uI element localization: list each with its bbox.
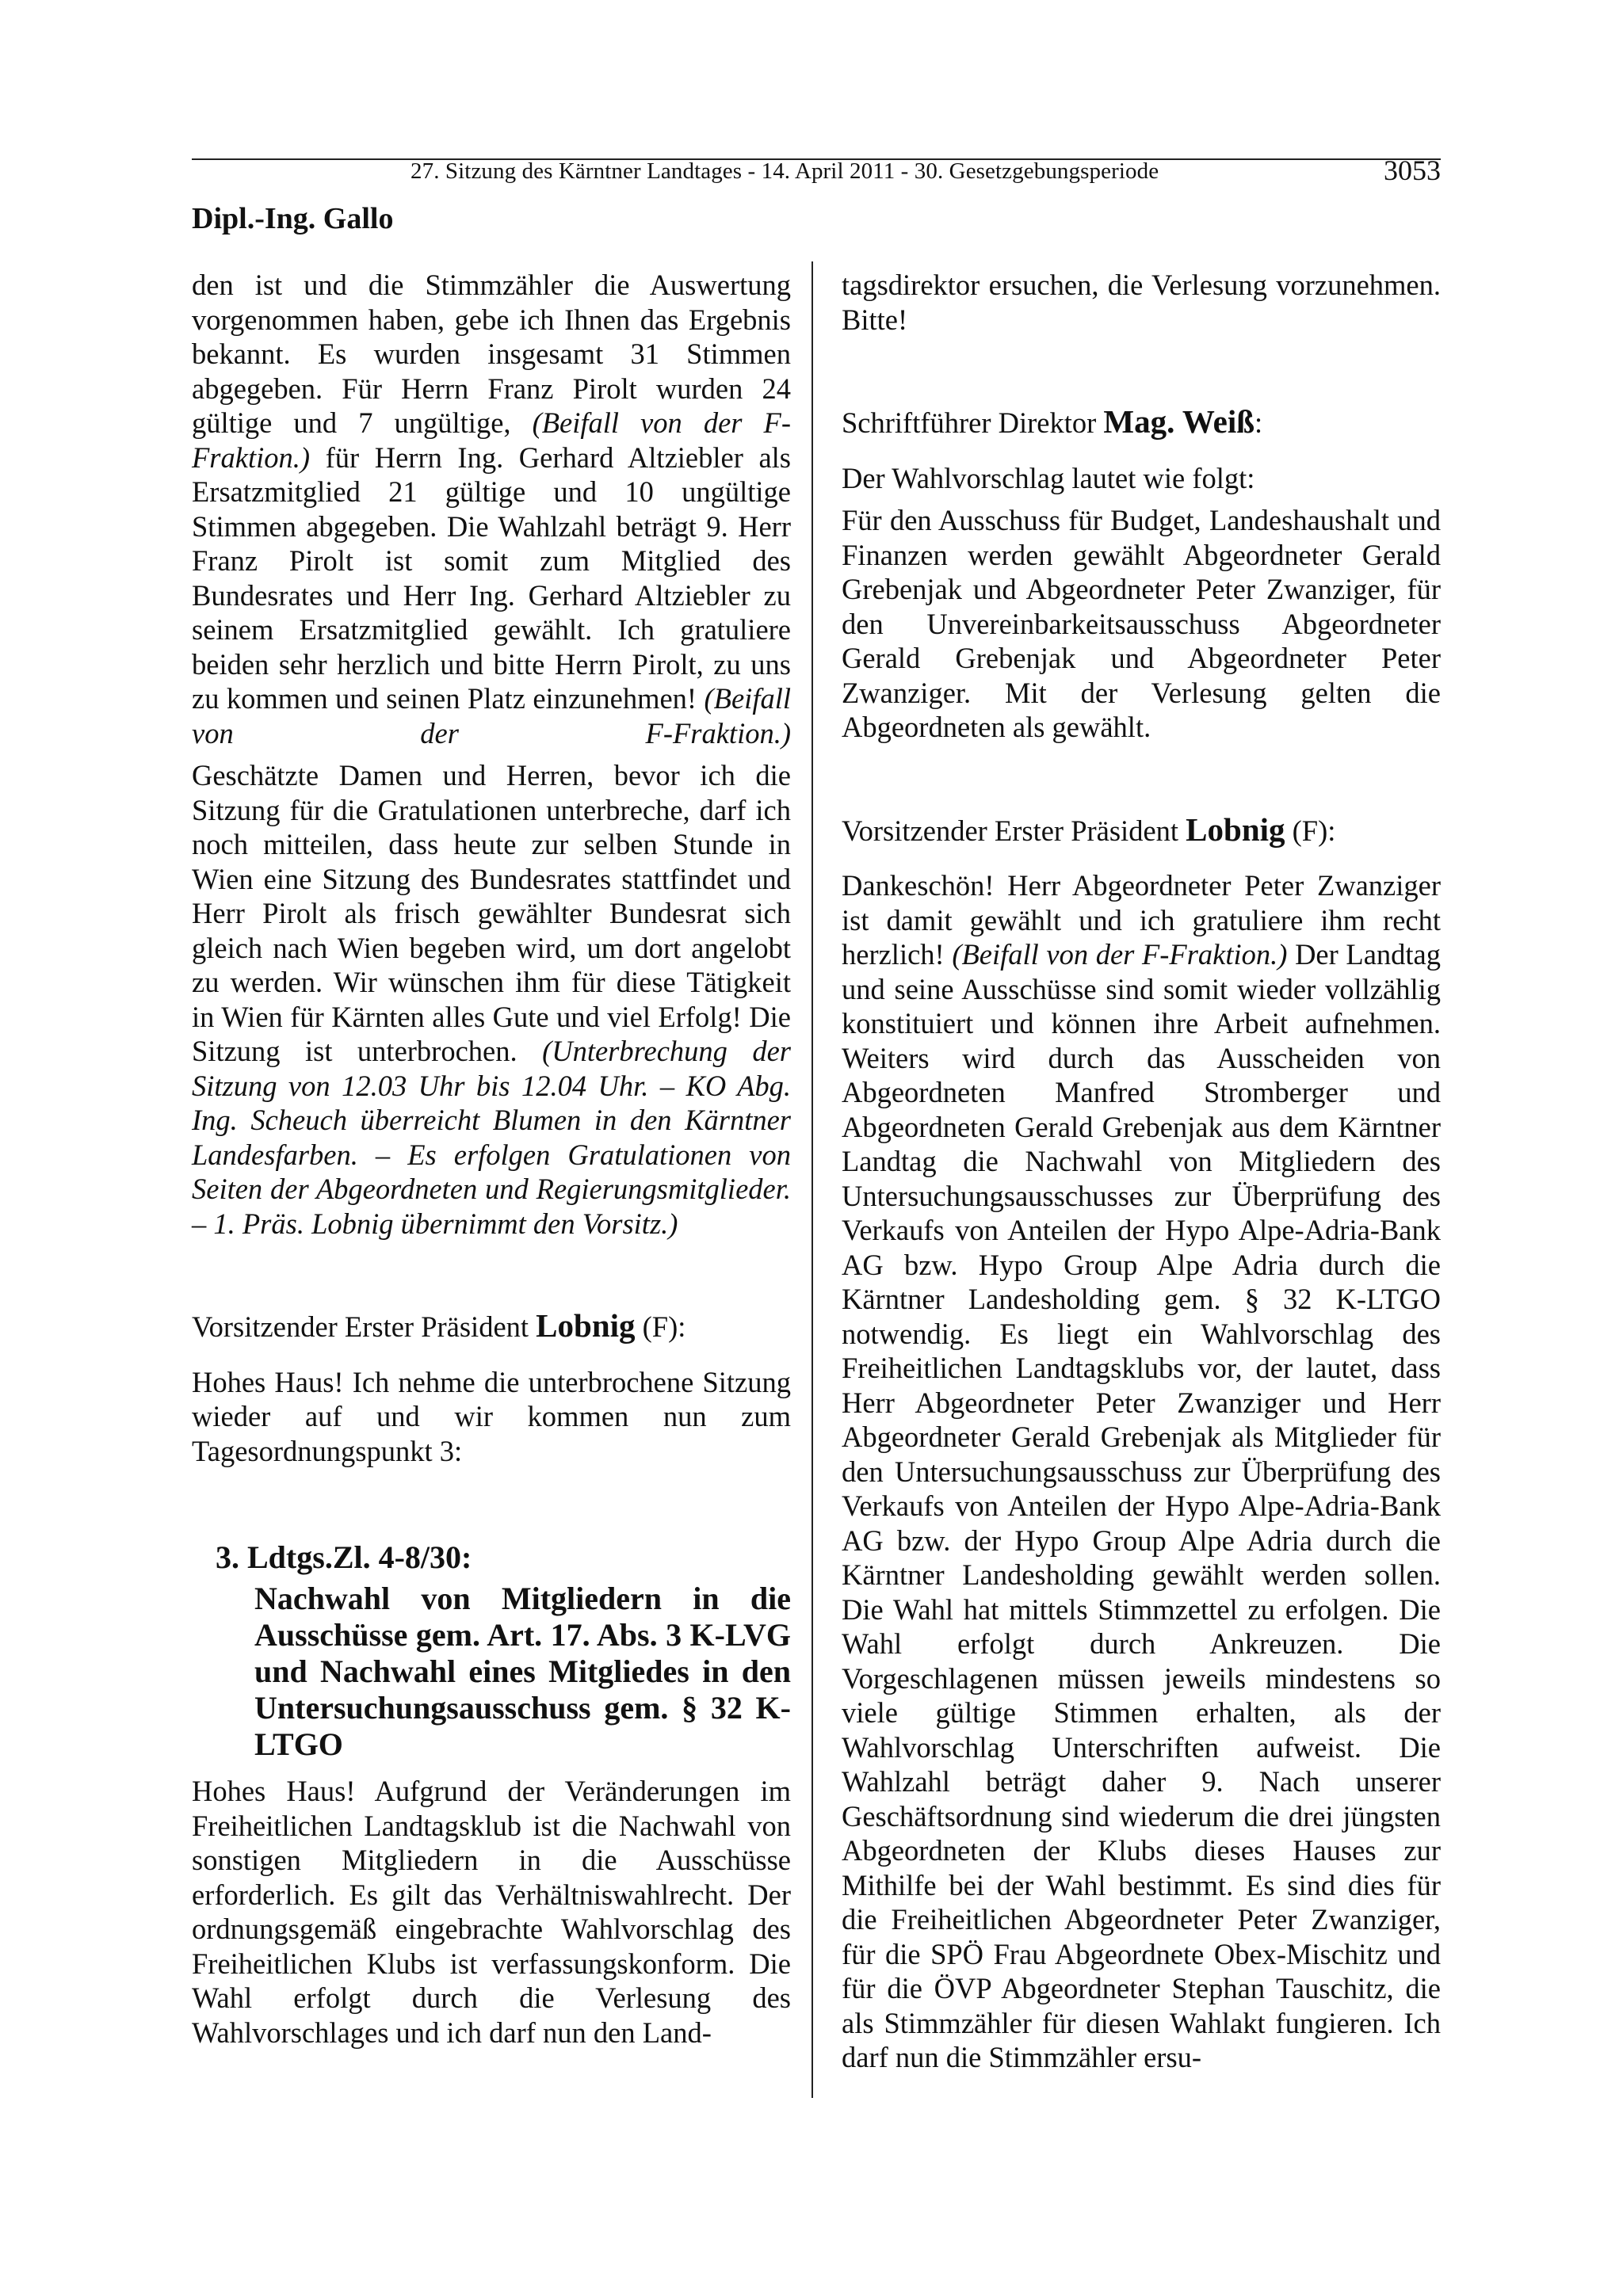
agenda-item-number: 3. Ldtgs.Zl. 4-8/30: bbox=[216, 1539, 472, 1575]
continued-speaker: Dipl.-Ing. Gallo bbox=[192, 202, 394, 235]
right-paragraph-4: Dankeschön! Herr Abgeordneter Peter Zwanziger ist damit gewählt und ich gratuliere ihm recht herzlich! (Beifall von der F-Fraktion.) Der Landtag und seine Ausschüsse sind somit wieder vollzählig konstituiert und können ihre Arbeit aufnehmen. Weiters wird durch das Ausscheiden von Abgeordneten Manfred Stromberger und Abgeordneten Gerald Grebenjak aus dem Kärntner Landtag die Nachwahl von Mitgliedern des Untersuchungsausschusses zur Überprüfung des Verkaufs von Anteilen der Hypo Alpe-Adria-Bank AG bzw. Hypo Group Alpe Adria durch die Kärntner Landesholding gem. § 32 K-LTGO notwendig. Es liegt ein Wahlvorschlag des Freiheitlichen Landtagsklubs vor, der lautet, dass Herr Abgeordneter Peter Zwanziger und Herr Abgeordneter Gerald Grebenjak als Mitglieder für den Untersuchungsausschuss zur Überprüfung des Verkaufs von Anteilen der Hypo Alpe-Adria-Bank AG bzw. der Hypo Group Alpe Adria durch die Kärntner Landesholding gewählt werden sollen. Die Wahl hat mittels Stimmzettel zu erfolgen. Die Wahl erfolgt durch Ankreuzen. Die Vorgeschlagenen müssen jeweils mindestens so viele gültige Stimmen erhalten, als der Wahlvorschlag Unterschriften aufweist. Die Wahlzahl beträgt daher 9. Nach unserer Geschäftsordnung sind wiederum die drei jüngsten Abgeordneten der Klubs dieses Hauses zur Mithilfe bei der Wahl bestimmt. Es sind dies für die Freiheitlichen Abgeordneter Peter Zwanziger, für die SPÖ Frau Abgeordnete Obex-Mischitz und für die ÖVP Abgeordneter Stephan Tauschitz, die als Stimmzähler für diesen Wahlakt fungieren. Ich darf nun die Stimmzähler ersu- bbox=[842, 869, 1441, 2073]
speaker-lobnig-2: Vorsitzender Erster Präsident Lobnig (F): bbox=[842, 810, 1336, 848]
left-paragraph-4: Hohes Haus! Aufgrund der Veränderungen im Freiheitlichen Landtagsklub ist die Nachwahl von sonstigen Mitgliedern in die Ausschüsse erforderlich. Es gilt das Verhältniswahlrecht. Der ordnungsgemäß eingebrachte Wahlvorschlag des Freiheitlichen Klubs ist verfassungskonform. Die Wahl erfolgt durch die Verlesung des Wahlvorschlages und ich darf nun den Land- bbox=[192, 1775, 791, 2049]
column-divider bbox=[812, 261, 813, 2098]
right-paragraph-1: tagsdirektor ersuchen, die Verlesung vorzunehmen. Bitte! bbox=[842, 269, 1441, 336]
right-column bbox=[842, 268, 1441, 2083]
left-paragraph-2: Geschätzte Damen und Herren, bevor ich die Sitzung für die Gratulationen unterbreche, darf ich noch mitteilen, dass heute zur selben Stunde in Wien eine Sitzung des Bundesrates stattfindet und Herr Pirolt als frisch gewählter Bundesrat sich gleich nach Wien begeben wird, um dort angelobt zu werden. Wir wünschen ihm für diese Tätigkeit in Wien für Kärnten alles Gute und viel Erfolg! Die Sitzung ist unterbrochen. (Unterbrechung der Sitzung von 12.03 Uhr bis 12.04 Uhr. – KO Abg. Ing. Scheuch überreicht Blumen in den Kärntner Landesfarben. – Es erfolgen Gratulationen von Seiten der Abgeordneten und Regierungsmitglieder. – 1. Präs. Lobnig übernimmt den Vorsitz.) bbox=[192, 759, 792, 1240]
page-number: 3053 bbox=[1384, 154, 1441, 186]
left-column bbox=[192, 268, 791, 2058]
speaker-lobnig-1: Vorsitzender Erster Präsident Lobnig (F): bbox=[192, 1307, 686, 1344]
header-rule bbox=[192, 158, 1441, 160]
right-paragraph-2: Der Wahlvorschlag lautet wie folgt: bbox=[842, 461, 1255, 494]
agenda-item-title: Nachwahl von Mitgliedern in die Ausschüsse gem. Art. 17. Abs. 3 K-LVG und Nachwahl eines Mitgliedes in den Untersuchungsausschuss gem. § 32 K-LTGO bbox=[254, 1581, 791, 1762]
speaker-weiss: Schriftführer Direktor Mag. Weiß: bbox=[842, 403, 1263, 440]
left-paragraph-1: den ist und die Stimmzähler die Auswertung vorgenommen haben, gebe ich Ihnen das Ergebnis bekannt. Es wurden insgesamt 31 Stimmen abgegeben. Für Herrn Franz Pirolt wurden 24 gültige und 7 ungültige, (Beifall von der F-Fraktion.) für Herrn Ing. Gerhard Altziebler als Ersatzmitglied 21 gültige und 10 ungültige Stimmen abgegeben. Die Wahlzahl beträgt 9. Herr Franz Pirolt ist somit zum Mitglied des Bundesrates und Herr Ing. Gerhard Altziebler zu seinem Ersatzmitglied gewählt. Ich gratuliere beiden sehr herzlich und bitte Herrn Pirolt, zu uns zu kommen und seinen Platz einzunehmen! (Beifall von der F-Fraktion.) bbox=[192, 269, 791, 749]
running-header: 27. Sitzung des Kärntner Landtages - 14. April 2011 - 30. Gesetzgebungsperiode bbox=[411, 158, 1159, 184]
left-paragraph-3: Hohes Haus! Ich nehme die unterbrochene Sitzung wieder auf und wir kommen nun zum Tagesordnungspunkt 3: bbox=[192, 1365, 791, 1467]
right-paragraph-3: Für den Ausschuss für Budget, Landeshaushalt und Finanzen werden gewählt Abgeordneter Gerald Grebenjak und Abgeordneter Peter Zwanziger, für den Unvereinbarkeitsausschuss Abgeordneter Gerald Grebenjak und Abgeordneter Peter Zwanziger. Mit der Verlesung gelten die Abgeordneten als gewählt. bbox=[842, 504, 1441, 743]
